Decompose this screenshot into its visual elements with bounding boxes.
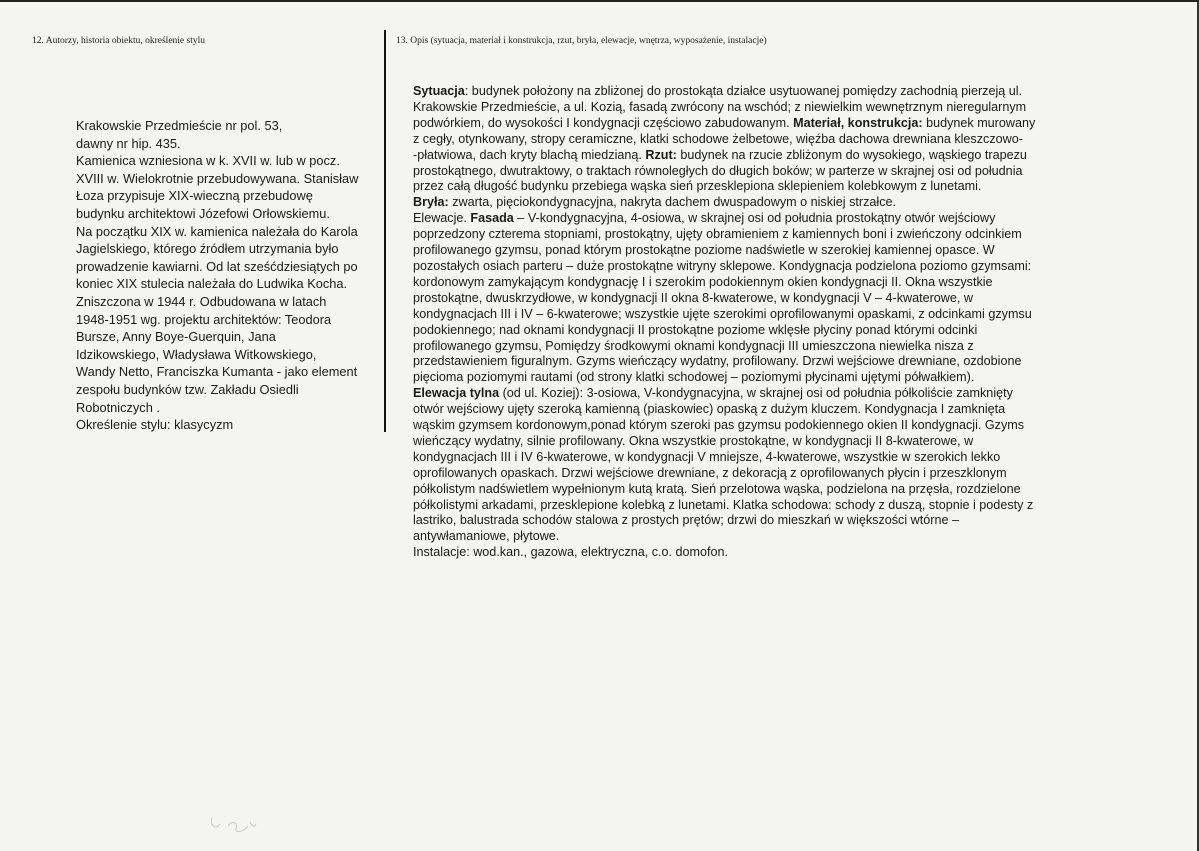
description-line <box>413 498 1129 514</box>
text-run: Krakowskie Przedmieście, a ul. Kozią, fasadą zwrócony na wschód; z niewielkim wewnętrznym nieregularnym <box>413 99 1027 114</box>
history-line: Określenie stylu: klasycyzm <box>76 417 234 433</box>
right-column-header: 13. Opis (sytuacja, materiał i konstrukcja, rzut, bryła, elewacje, wnętrza, wyposażenie, instalacje) <box>396 36 767 46</box>
text-run: prostokątne, dwuskrzydłowe, w kondygnacji II okna 8-kwaterowe, w kondygnacji V – 4-kwaterowe, w <box>413 290 973 305</box>
history-line: XVIII w. Wielokrotnie przebudowywana. Stanisław <box>76 170 359 186</box>
description-line <box>413 195 1129 211</box>
description-line <box>413 529 1129 545</box>
description-line <box>413 148 1129 164</box>
description-line <box>413 275 1129 291</box>
description-line <box>413 291 1129 307</box>
text-run: lastriko, balustrada schodów stalowa z prostych prętów; drzwi do mieszkań w większości wtórne – <box>413 513 959 528</box>
history-line: Zniszczona w 1944 r. Odbudowana w latach <box>76 293 327 309</box>
text-run: prostokątnego, dwutraktowy, o traktach równoległych do długich boków; w parterze w skrajnej osi od południa <box>413 163 1023 178</box>
text-run: kordonowym zamykającym kondygnację I i szerokim podokiennym okien kondygnacji II. Okna wszystkie <box>413 274 993 289</box>
history-line: Na początku XIX w. kamienica należała do Karola <box>76 223 358 239</box>
history-line: Kamienica wzniesiona w k. XVII w. lub w pocz. <box>76 153 340 169</box>
text-run: przedstawieniem figuralnym. Gzyms wieńczący wydatny, profilowany. Drzwi wejściowe drewniane, ozdobione <box>413 354 1022 369</box>
history-line: Robotniczych . <box>76 399 160 415</box>
text-run: profilowanego gzymsu, Pomiędzy środkowymi oknami kondygnacji III umieszczona niewielka nisza z <box>413 338 974 353</box>
text-run: Elewacje. <box>413 211 471 226</box>
text-run: półkolistym nadświetlem wypełnionym kutą kratą. Sień przelotowa wąska, podzielona na przęsła, rozdzielone <box>413 481 1021 496</box>
description-line <box>413 434 1129 450</box>
pencil-scribble-mark <box>208 812 258 836</box>
text-run: profilowanego gzymsu, ponad którym prostokątne poziome nadświetle w szerokiej kamiennej opasce. W <box>413 243 995 258</box>
left-column-header: 12. Autorzy, historia obiektu, określenie stylu <box>32 36 205 46</box>
description-line <box>413 402 1129 418</box>
description-line <box>413 100 1129 116</box>
description-line <box>413 116 1129 132</box>
text-run: -płatwiowa, dach kryty blachą miedzianą. <box>413 147 646 162</box>
description-line <box>413 386 1129 402</box>
description-line <box>413 307 1129 323</box>
history-text <box>76 117 388 434</box>
description-line <box>413 370 1129 386</box>
description-line <box>413 164 1129 180</box>
text-run: (od ul. Koziej): 3-osiowa, V-kondygnacyjna, w skrajnej osi od południa półkoliście zamknięty <box>499 386 1013 401</box>
history-line: prowadzenie kawiarni. Od lat sześćdziesiątych po <box>76 258 358 274</box>
description-line <box>413 132 1129 148</box>
description-line <box>413 450 1129 466</box>
text-run: Instalacje: wod.kan., gazowa, elektryczna, c.o. domofon. <box>413 545 729 560</box>
text-run: wąskim gzymsem kordonowym,ponad którym szeroki pas gzymsu podokiennego okien II kondygnacji. Gzyms <box>413 418 1025 433</box>
bold-run: Sytuacja <box>413 84 465 98</box>
history-line: Jagielskiego, którego źródłem utrzymania było <box>76 241 339 257</box>
history-line: Bursze, Anny Boye-Guerquin, Jana <box>76 329 276 345</box>
text-run: budynek na rzucie zbliżonym do wysokiego, wąskiego trapezu <box>676 147 1027 162</box>
description-line <box>413 323 1129 339</box>
bold-run: Fasada <box>470 211 514 226</box>
bold-run: Elewacja tylna <box>413 386 500 401</box>
history-line: koniec XIX stulecia należała do Ludwika Kocha. <box>76 276 348 292</box>
description-line <box>413 545 1129 561</box>
bold-run: Bryła: <box>413 195 449 210</box>
description-line <box>413 482 1129 498</box>
text-run: otwór wejściowy ujęty szeroką kamienną (piaskowiec) opaską z dużym kluczem. Kondygnacja I zamknięta <box>413 402 1006 417</box>
text-run: przez całą długość budynku przebiega wąska sień przesklepiona sklepieniem kolebkowym z lunetami. <box>413 179 982 194</box>
description-line <box>413 466 1129 482</box>
history-line: dawny nr hip. 435. <box>76 135 181 151</box>
history-line: zespołu budynków tzw. Zakładu Osiedli <box>76 381 299 397</box>
description-line <box>413 513 1129 529</box>
description-line <box>413 211 1129 227</box>
text-run: : budynek położony na zbliżonej do prostokąta działce usytuowanej pomiędzy zachodnią pierzeją ul. <box>464 84 1023 98</box>
description-line <box>413 243 1129 259</box>
text-run: pozostałych osiach parteru – duże prostokątne witryny sklepowe. Kondygnacja podzielona poziomo gzymsami: <box>413 258 1032 273</box>
text-run: z cegły, otynkowany, stropy ceramiczne, klatki schodowe żelbetowe, więźba dachowa drewniana kleszczowo- <box>413 131 1023 146</box>
text-run: pięcioma poziomymi rautami (od strony klatki schodowej – poziomymi płycinami ujętymi półwałkiem). <box>413 370 975 385</box>
history-line: Łoza przypisuje XIX-wieczną przebudowę <box>76 188 313 204</box>
description-line <box>413 179 1129 195</box>
bold-run: Materiał, konstrukcja: <box>793 115 923 130</box>
text-run: półkolistymi arkadami, przesklepione kolebką z lunetami. Klatka schodowa: schody z duszą, stopnie i podesty z <box>413 497 1034 512</box>
history-line: Krakowskie Przedmieście nr pol. 53, <box>76 118 283 133</box>
text-run: – V-kondygnacyjna, 4-osiowa, w skrajnej osi od południa prostokątny otwór wejściowy <box>513 211 996 226</box>
text-run: antywłamaniowe, płytowe. <box>413 529 560 544</box>
history-line: Idzikowskiego, Władysława Witkowskiego, <box>76 346 317 362</box>
text-run: kondygnacjach III i IV – 6-kwaterowe; wszystkie ujęte szerokimi oprofilowanymi opaskami, z odcinkami gzymsu <box>413 306 1032 321</box>
description-line <box>413 418 1129 434</box>
bold-run: Rzut: <box>645 147 677 162</box>
description-line <box>413 339 1129 355</box>
description-line <box>413 227 1129 243</box>
text-run: kondygnacjach III i IV 6-kwaterowe, w kondygnacji V mniejsze, 4-kwaterowe, wszystkie w szerokich lekko <box>413 449 1001 464</box>
description-line <box>413 354 1129 370</box>
history-line: budynku architektowi Józefowi Orłowskiemu. <box>76 205 330 221</box>
text-run: podwórkiem, do wysokości I kondygnacji częściowo zabudowanym. <box>413 115 794 130</box>
text-run: oprofilowanych opaskach. Drzwi wejściowe drewniane, z dekoracją z oprofilowanych płycin i przeszklonym <box>413 465 1007 480</box>
description-text <box>413 84 1129 561</box>
history-line: Wandy Netto, Franciszka Kumanta - jako element <box>76 364 358 380</box>
text-run: poprzedzony czterema stopniami, prostokątny, ujęty obramieniem z kamiennych boni i zwieńczony odcinkiem <box>413 227 1022 242</box>
text-run: podokiennego; nad oknami kondygnacji II prostokątne poziome wklęsłe płyciny ponad którymi odcinki <box>413 322 978 337</box>
description-line <box>413 259 1129 275</box>
description-line <box>413 84 1129 100</box>
text-run: zwarta, pięciokondygnacyjna, nakryta dachem dwuspadowym o niskiej strzałce. <box>448 195 896 210</box>
text-run: budynek murowany <box>922 115 1036 130</box>
text-run: wieńczący wydatny, silnie profilowany. Okna wszystkie prostokątne, w kondygnacji II 8-kwaterowe, w <box>413 433 974 448</box>
history-line: 1948-1951 wg. projektu architektów: Teodora <box>76 311 332 327</box>
